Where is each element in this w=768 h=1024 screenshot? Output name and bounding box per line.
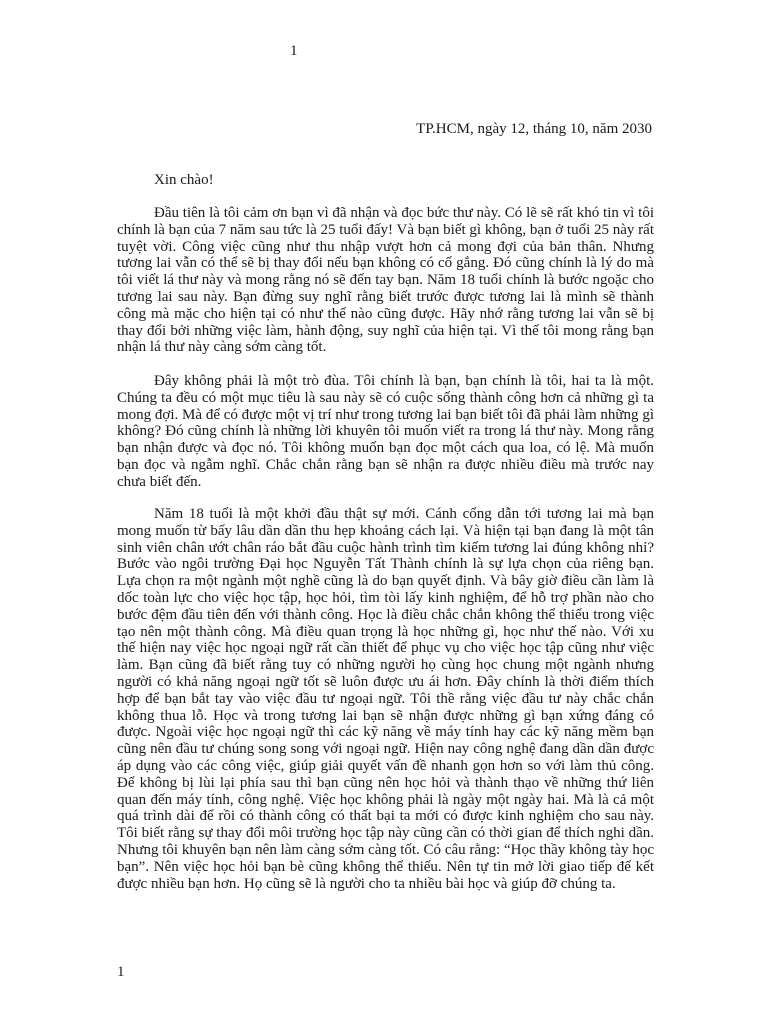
paragraph-text: Đây không phải là một trò đùa. Tôi chính là bạn, bạn chính là tôi, hai ta là một. Chúng ta đều có một mục tiêu là sau này sẽ có cuộc sống thành công hơn cả những gì ta mong đợi. Mà để có được một vị trí như trong tương lai bạn biết tôi đã phải làm những gì không? Đó cũng chính là những lời khuyên tôi muốn viết ra trong lá thư này. Mong rằng bạn nhận được và đọc nó. Tôi không muốn bạn đọc một cách qua loa, có lệ. Mà muốn bạn đọc và ngẫm nghĩ. Chắc chắn rằng bạn sẽ nhận ra được nhiều điều mà trước nay chưa biết đến. bbox=[117, 373, 654, 490]
letter-paragraph-1 bbox=[117, 205, 654, 356]
paragraph-text: Năm 18 tuổi là một khởi đầu thật sự mới. Cánh cổng dẫn tới tương lai mà bạn mong muốn từ bấy lâu dần dần thu hẹp khoảng cách lại. Và hiện tại bạn đang là một tân sinh viên chân ướt chân ráo bắt đầu cuộc hành trình tìm kiếm tương lai đúng không nhỉ? Bước vào ngôi trường Đại học Nguyễn Tất Thành chính là sự lựa chọn của riêng bạn. Lựa chọn ra một ngành một nghề cũng là do bạn quyết định. Và bây giờ điều cần làm là dốc toàn lực cho việc học tập, học hỏi, tìm tòi lấy kinh nghiệm, để hỗ trợ phần nào cho bước đệm đầu tiên đến với thành công. Học là điều chắc chắn không thể thiếu trong việc tạo nên một thành công. Mà điều quan trọng là học những gì, học như thế nào. Với xu thế hiện nay việc học ngoại ngữ rất cần thiết để phục vụ cho việc học tập cũng như việc làm. Bạn cũng đã biết rằng tuy có những người họ cùng học chung một ngành nhưng người có khả năng ngoại ngữ tốt sẽ luôn được ưu ái hơn. Đây chính là thời điểm thích hợp để bạn bắt tay vào việc đầu tư ngoại ngữ. Tôi thề rằng việc đầu tư này chắc chắn không thua lỗ. Học và trong tương lai bạn sẽ nhận được những gì bạn xứng đáng có được. Ngoài việc học ngoại ngữ thì các kỹ năng về máy tính hay các kỹ năng mềm bạn cũng nên đầu tư chúng song song với ngoại ngữ. Hiện nay công nghệ đang dần dần được áp dụng vào các công việc, giúp giải quyết vấn đề nhanh gọn hơn so với làm thủ công. Để không bị lùi lại phía sau thì bạn cũng nên học hỏi và thành thạo về những thứ liên quan đến máy tính, công nghệ. Việc học không phải là ngày một ngày hai. Mà là cả một quá trình dài để rồi có thành công có thất bại ta mới có được kinh nghiệm cho sau này. Tôi biết rằng sự thay đổi môi trường học tập này cũng cần có thời gian để thích nghi dần. Nhưng tôi khuyên bạn nên làm càng sớm càng tốt. Có câu rằng: “Học thầy không tày học bạn”. Nên việc học hỏi bạn bè cũng không thể thiếu. Nên tự tin mở lời giao tiếp để kết được nhiều bạn hơn. Họ cũng sẽ là người cho ta nhiều bài học và giúp đỡ chúng ta. bbox=[117, 506, 654, 892]
page-number-bottom: 1 bbox=[117, 964, 125, 980]
letter-date: TP.HCM, ngày 12, tháng 10, năm 2030 bbox=[416, 121, 652, 137]
letter-paragraph-2 bbox=[117, 373, 654, 491]
letter-paragraph-3 bbox=[117, 506, 654, 892]
page-number-top: 1 bbox=[290, 43, 298, 59]
paragraph-text: Đầu tiên là tôi cảm ơn bạn vì đã nhận và đọc bức thư này. Có lẽ sẽ rất khó tin vì tôi chính là bạn của 7 năm sau tức là 25 tuổi đấy! Và bạn biết gì không, bạn ở tuổi 25 này rất tuyệt vời. Công việc cũng như thu nhập vượt hơn cả mong đợi của bản thân. Nhưng tương lai vẫn có thể sẽ bị thay đổi nếu bạn không có cố gắng. Đó cũng chính là lý do mà tôi viết lá thư này và mong rằng nó sẽ đến tay bạn. Năm 18 tuổi chính là bước ngoặc cho tương lai sau này. Bạn đừng suy nghĩ rằng biết trước được tương lai là mình sẽ thành công mà mặc cho hiện tại có như thế nào cũng được. Hãy nhớ rằng tương lai vẫn sẽ bị thay đổi bởi những việc làm, hành động, suy nghĩ của hiện tại. Vì thế tôi mong rằng bạn nhận lá thư này càng sớm càng tốt. bbox=[117, 205, 654, 356]
letter-greeting: Xin chào! bbox=[154, 172, 214, 188]
